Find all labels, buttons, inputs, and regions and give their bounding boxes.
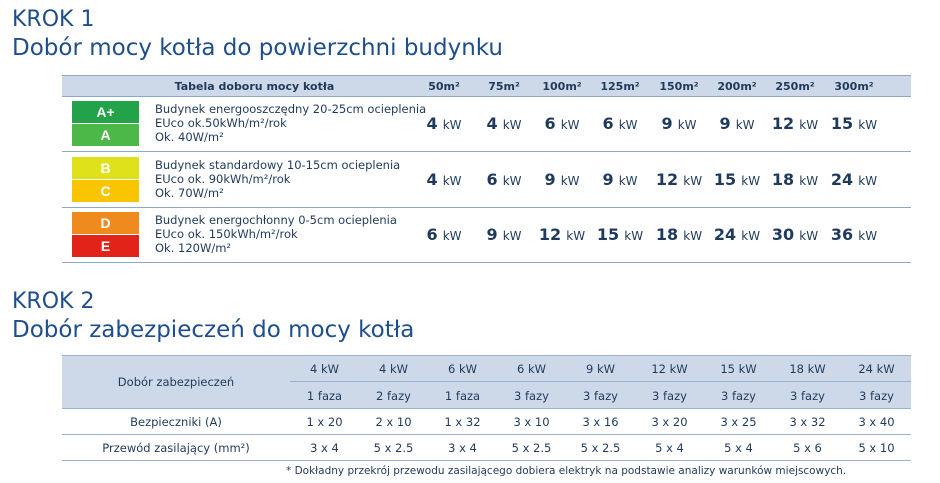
protection-value: 2 x 10 (375, 415, 412, 429)
phase-header: 3 fazy (721, 389, 756, 403)
energy-class-badge: B (72, 157, 139, 179)
power-number: 12 (771, 114, 795, 133)
power-number: 6 (426, 225, 438, 244)
boiler-power-header: 24 kW (858, 362, 895, 376)
power-unit: kW (624, 229, 644, 243)
power-number: 4 (426, 169, 438, 189)
power-value (707, 170, 767, 189)
power-unit: kW (442, 229, 462, 243)
boiler-power-header: 18 kW (789, 362, 826, 376)
power-value (532, 114, 592, 133)
protection-value: 5 x 2.5 (580, 441, 621, 455)
power-unit: kW (560, 118, 580, 132)
power-value (824, 225, 884, 244)
power-number: 6 (602, 114, 614, 133)
power-value (414, 170, 474, 189)
power-unit: kW (741, 173, 761, 188)
power-number: 18 (655, 225, 679, 244)
energy-class-badge: D (72, 212, 139, 234)
description-line: EUco ok.50kWh/m²/rok (155, 116, 287, 130)
power-value (590, 225, 650, 244)
footnote: * Dokładny przekrój przewodu zasilającego dobiera elektryk na podstawie analizy warunków miejscowych. (286, 465, 847, 477)
power-unit: kW (735, 118, 755, 132)
protection-value: 5 x 10 (858, 441, 895, 455)
protection-value: 5 x 2.5 (511, 441, 552, 455)
power-unit: kW (566, 229, 586, 243)
power-unit: kW (502, 118, 522, 132)
power-number: 6 (486, 169, 498, 189)
power-unit: kW (442, 118, 462, 132)
table-rule (62, 460, 911, 461)
area-header: 50m² (428, 80, 460, 93)
energy-class-badge: E (72, 235, 139, 257)
protection-row-label: Przewód zasilający (mm²) (102, 441, 250, 455)
protection-value: 3 x 4 (448, 441, 477, 455)
protection-value: 5 x 6 (793, 441, 822, 455)
power-value (824, 114, 884, 133)
power-unit: kW (442, 173, 462, 188)
description-line: Ok. 70W/m² (155, 185, 224, 200)
protection-value: 5 x 4 (655, 441, 684, 455)
power-number: 36 (830, 225, 854, 244)
power-unit: kW (618, 173, 638, 188)
building-description (155, 158, 400, 200)
power-value (765, 170, 825, 189)
area-header: 125m² (600, 80, 640, 93)
power-number: 18 (771, 169, 795, 189)
boiler-power-header: 4 kW (378, 362, 408, 376)
area-header: 200m² (717, 80, 757, 93)
power-selection-table (62, 75, 911, 263)
protection-header-label: Dobór zabezpieczeń (117, 375, 235, 389)
phase-header: 1 faza (306, 389, 343, 403)
phase-header: 3 fazy (652, 389, 687, 403)
protection-value: 5 x 4 (724, 441, 753, 455)
energy-class-badge: A+ (72, 101, 139, 123)
table-rule (290, 381, 911, 382)
protection-row-label: Bezpieczniki (A) (130, 415, 222, 429)
boiler-power-header: 4 kW (309, 362, 339, 376)
boiler-power-header: 6 kW (447, 362, 477, 376)
table-rule (62, 434, 911, 435)
power-value (532, 225, 592, 244)
power-unit: kW (677, 118, 697, 132)
power-value (474, 170, 534, 189)
power-unit: kW (799, 229, 819, 243)
power-unit: kW (502, 173, 522, 188)
area-header: 100m² (542, 80, 582, 93)
building-description (155, 213, 397, 255)
protection-value: 3 x 20 (651, 415, 688, 429)
power-unit: kW (502, 229, 522, 243)
area-header: 250m² (775, 80, 815, 93)
power-value (474, 114, 534, 133)
power-number: 30 (771, 225, 795, 244)
power-unit: kW (741, 229, 761, 243)
power-unit: kW (618, 118, 638, 132)
area-header: 150m² (659, 80, 699, 93)
power-number: 15 (596, 225, 620, 244)
power-unit: kW (683, 173, 703, 188)
power-value (474, 225, 534, 244)
table-rule (62, 408, 911, 409)
protection-value: 1 x 32 (444, 415, 481, 429)
boiler-power-header: 15 kW (720, 362, 757, 376)
power-value (414, 225, 474, 244)
boiler-power-header: 6 kW (516, 362, 546, 376)
power-value (414, 114, 474, 133)
power-table-header (62, 75, 911, 97)
power-number: 9 (486, 225, 498, 244)
boiler-power-header: 9 kW (585, 362, 615, 376)
protection-value: 3 x 10 (513, 415, 550, 429)
area-header: 75m² (488, 80, 520, 93)
power-value (590, 170, 650, 189)
power-unit: kW (799, 118, 819, 132)
energy-class-row (62, 97, 911, 152)
power-unit: kW (858, 118, 878, 132)
power-number: 4 (426, 114, 438, 133)
phase-header: 1 faza (444, 389, 481, 403)
power-table-title: Tabela doboru mocy kotła (174, 80, 335, 93)
power-number: 15 (830, 114, 854, 133)
power-value (649, 170, 709, 189)
power-number: 4 (486, 114, 498, 133)
building-description (155, 102, 426, 144)
power-number: 24 (830, 169, 854, 189)
power-number: 12 (655, 169, 679, 189)
description-line: EUco ok. 90kWh/m²/rok (155, 171, 291, 186)
energy-class-badge: C (72, 180, 139, 202)
power-unit: kW (858, 173, 878, 188)
phase-header: 2 fazy (376, 389, 411, 403)
energy-class-badge: A (72, 124, 139, 146)
table-rule (62, 355, 911, 356)
step2-number: KROK 2 (12, 289, 95, 314)
power-unit: kW (560, 173, 580, 188)
phase-header: 3 fazy (514, 389, 549, 403)
description-line: Budynek energochłonny 0-5cm ocieplenia (155, 213, 397, 227)
protection-table (62, 355, 911, 461)
protection-value: 3 x 32 (789, 415, 826, 429)
power-value (824, 170, 884, 189)
energy-class-row (62, 153, 911, 208)
phase-header: 3 fazy (790, 389, 825, 403)
protection-value: 3 x 4 (310, 441, 339, 455)
power-unit: kW (799, 173, 819, 188)
power-value (707, 225, 767, 244)
area-header: 300m² (834, 80, 874, 93)
description-line: Budynek energooszczędny 20-25cm ocieplenia (155, 102, 427, 116)
phase-header: 3 fazy (583, 389, 618, 403)
power-value (649, 225, 709, 244)
power-value (590, 114, 650, 133)
power-value (649, 114, 709, 133)
step1-number: KROK 1 (12, 7, 95, 32)
power-value (532, 170, 592, 189)
protection-value: 3 x 40 (858, 415, 895, 429)
power-number: 6 (544, 114, 556, 133)
power-number: 9 (661, 114, 673, 133)
power-value (707, 114, 767, 133)
description-line: EUco ok. 150kWh/m²/rok (155, 227, 298, 241)
power-number: 9 (602, 169, 614, 189)
power-number: 24 (713, 225, 737, 244)
energy-class-row (62, 208, 911, 263)
power-number: 9 (544, 169, 556, 189)
step1-title: Dobór mocy kotła do powierzchni budynku (12, 35, 503, 61)
protection-value: 5 x 2.5 (373, 441, 414, 455)
description-line: Ok. 120W/m² (155, 241, 232, 255)
power-unit: kW (683, 229, 703, 243)
protection-value: 1 x 20 (306, 415, 343, 429)
protection-value: 3 x 16 (582, 415, 619, 429)
step2-title: Dobór zabezpieczeń do mocy kotła (12, 317, 415, 343)
power-value (765, 225, 825, 244)
power-number: 12 (538, 225, 562, 244)
power-value (765, 114, 825, 133)
description-line: Budynek standardowy 10-15cm ocieplenia (155, 157, 401, 172)
power-unit: kW (858, 229, 878, 243)
phase-header: 3 fazy (859, 389, 894, 403)
power-number: 15 (713, 169, 737, 189)
protection-value: 3 x 25 (720, 415, 757, 429)
boiler-power-header: 12 kW (651, 362, 688, 376)
description-line: Ok. 40W/m² (155, 130, 224, 144)
power-number: 9 (719, 114, 731, 133)
